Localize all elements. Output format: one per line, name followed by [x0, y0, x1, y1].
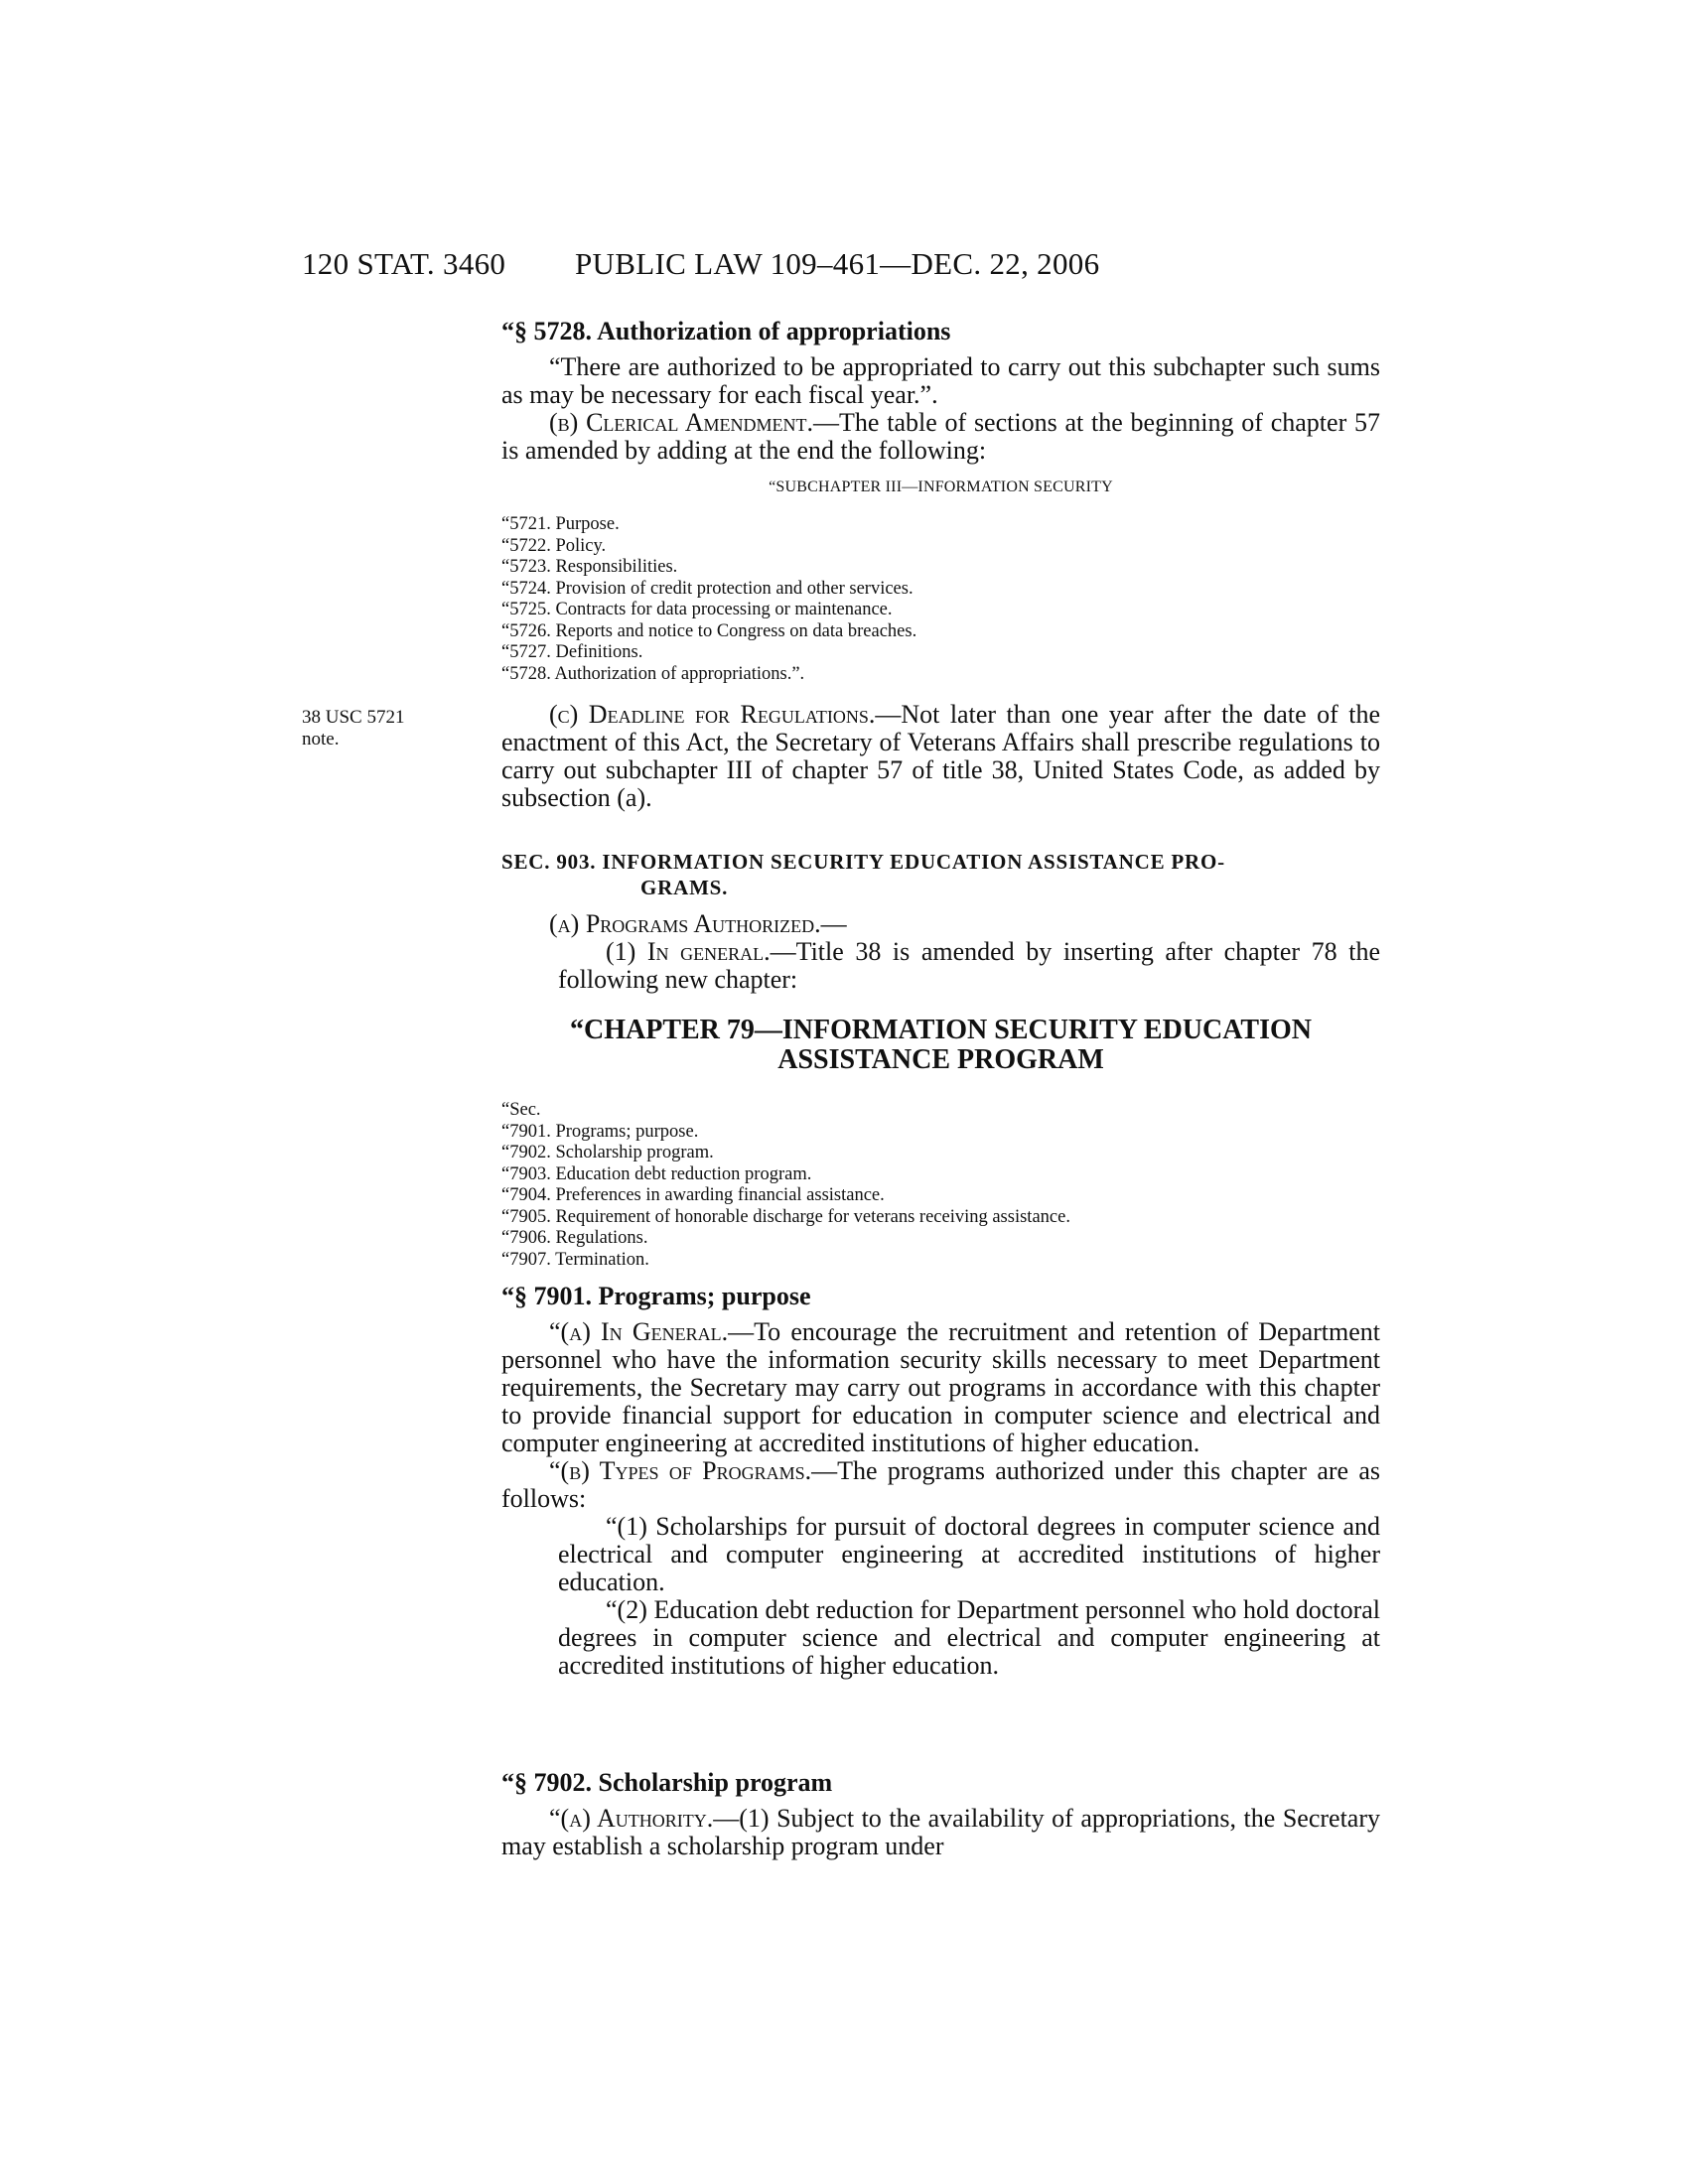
margin-note-line: note.: [302, 729, 340, 750]
margin-note-line: 38 USC 5721: [302, 707, 405, 728]
paragraph-label: (b) Clerical Amendment.: [549, 408, 814, 437]
section-heading: “§ 5728. Authorization of appropriations: [501, 317, 951, 345]
paragraph-text: —Title 38 is amended by inserting after chapter 78 the following new chapter:: [558, 937, 1380, 994]
section-heading: “§ 7901. Programs; purpose: [501, 1282, 811, 1310]
toc-item: “7906. Regulations.: [501, 1228, 648, 1248]
toc-item: “5727. Definitions.: [501, 642, 643, 662]
paragraph-b1: “(1) Scholarships for pursuit of doctoral degrees in computer science and electrical and computer engineering at accredited institutions of higher education.: [558, 1512, 1380, 1596]
section-5728: [501, 316, 1380, 685]
margin-note: [302, 707, 481, 751]
toc-item: “5726. Reports and notice to Congress on data breaches.: [501, 620, 917, 641]
in-general-paragraph: [501, 938, 1380, 994]
toc-item: “5728. Authorization of appropriations.”.: [501, 663, 805, 684]
paragraph-text: —(1) Subject to the availability of appropriations, the Secretary may establish a scholarship program under: [501, 1804, 1380, 1860]
toc-item: “7902. Scholarship program.: [501, 1143, 714, 1162]
clerical-amendment-paragraph: [501, 409, 1380, 465]
paragraph-label: “(a) Authority.: [549, 1804, 714, 1833]
toc-item: “7901. Programs; purpose.: [501, 1121, 699, 1142]
chapter-heading-line: ASSISTANCE PROGRAM: [777, 1044, 1104, 1075]
toc-item: “Sec.: [501, 1100, 541, 1120]
paragraph-b: [501, 1457, 1380, 1513]
deadline-section: [501, 701, 1380, 812]
paragraph-text: —To encourage the recruitment and retention of Department personnel who have the information security skills necessary to meet Department requirements, the Secretary may carry out programs in accordance with this chapter to provide financial support for education in computer science and electrical and computer engineering at accredited institutions of higher education.: [501, 1317, 1380, 1457]
section-903-heading: [501, 849, 1380, 900]
chapter-toc: [501, 1100, 1380, 1271]
paragraph-dash: —: [820, 909, 847, 938]
section-903: [501, 849, 1380, 994]
programs-authorized-paragraph: [501, 910, 1380, 938]
paragraph-label: (a) Programs Authorized.: [549, 909, 821, 938]
paragraph-a: [501, 1805, 1380, 1860]
toc-item: “7907. Termination.: [501, 1249, 649, 1270]
heading-line: GRAMS.: [640, 876, 729, 899]
toc-item: “5721. Purpose.: [501, 514, 620, 534]
chapter-79-heading: [501, 1016, 1380, 1075]
paragraph-label: (1) In general.: [606, 937, 771, 966]
section-heading: “§ 7902. Scholarship program: [501, 1768, 833, 1797]
law-title: PUBLIC LAW 109–461—DEC. 22, 2006: [575, 246, 1100, 281]
paragraph: “There are authorized to be appropriated to carry out this subchapter such sums as may be necessary for each fiscal year.”.: [501, 352, 1380, 409]
paragraph-text: —Not later than one year after the date of the enactment of this Act, the Secretary of Veterans Affairs shall prescribe regulations to carry out subchapter III of chapter 57 of title 38, United States Code, as added by subsection (a).: [501, 700, 1380, 812]
paragraph-b2: “(2) Education debt reduction for Department personnel who hold doctoral degrees in computer science and electrical and computer engineering at accredited institutions of higher education.: [558, 1595, 1380, 1680]
toc-item: “5724. Provision of credit protection and other services.: [501, 578, 914, 599]
toc-item: “7904. Preferences in awarding financial assistance.: [501, 1185, 885, 1205]
paragraph-text: —The table of sections at the beginning of chapter 57 is amended by adding at the end the following:: [501, 408, 1380, 465]
toc-item: “5722. Policy.: [501, 535, 607, 556]
page-reference: 120 STAT. 3460: [302, 246, 506, 281]
toc-item: “5725. Contracts for data processing or maintenance.: [501, 600, 893, 619]
running-head: [302, 246, 1394, 286]
subchapter-toc: [501, 514, 1380, 685]
subchapter-heading: “SUBCHAPTER III—INFORMATION SECURITY: [769, 478, 1113, 495]
toc-item: “5723. Responsibilities.: [501, 557, 678, 577]
section-7901: [501, 1281, 1380, 1680]
paragraph-label: (c) Deadline for Regulations.: [549, 700, 876, 729]
chapter-heading-line: “CHAPTER 79—INFORMATION SECURITY EDUCATION: [570, 1015, 1312, 1045]
toc-item: “7905. Requirement of honorable discharge for veterans receiving assistance.: [501, 1206, 1070, 1227]
heading-line: SEC. 903. INFORMATION SECURITY EDUCATION ASSISTANCE PRO-: [501, 850, 1225, 874]
paragraph-label: “(b) Types of Programs.: [549, 1456, 812, 1485]
paragraph-a: [501, 1318, 1380, 1457]
paragraph-label: “(a) In General.: [549, 1317, 729, 1346]
toc-item: “7903. Education debt reduction program.: [501, 1163, 812, 1184]
deadline-paragraph: [501, 701, 1380, 812]
paragraph-text: —The programs authorized under this chapter are as follows:: [501, 1456, 1380, 1513]
section-7902: [501, 1767, 1380, 1860]
